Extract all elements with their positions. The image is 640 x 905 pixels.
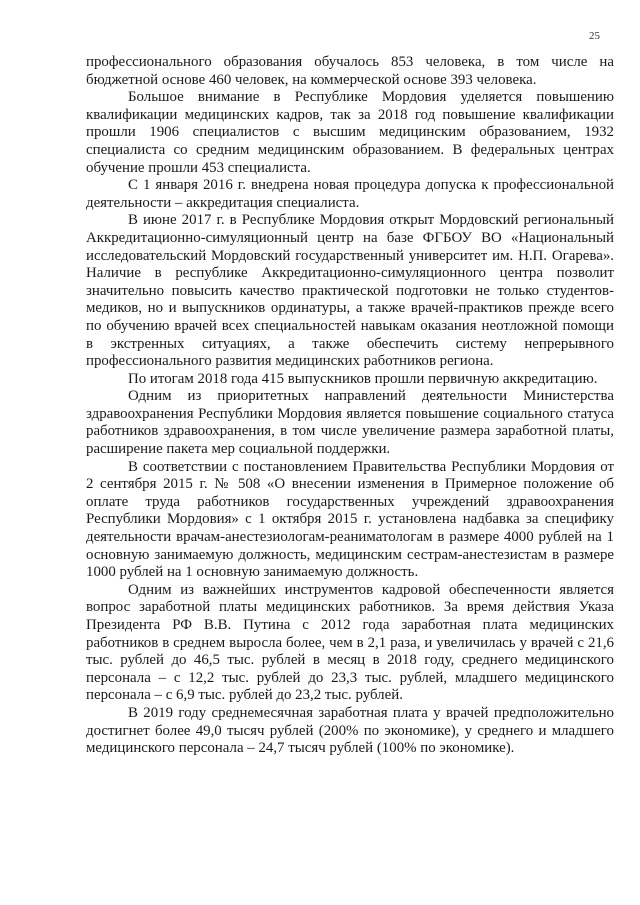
paragraph-accreditation-procedure: С 1 января 2016 г. внедрена новая процедура допуска к профессиональной деятельности – аккредитация специалиста. <box>86 177 614 211</box>
paragraph-salary: Одним из важнейших инструментов кадровой обеспеченности является вопрос заработной платы медицинских работников. За время действия Указа Президента РФ В.В. Путина с 2012 года заработная плата медицинских работников в среднем выросла более, чем в 2,1 раза, и увеличилась у врачей с 21,6 тыс. рублей до 46,5 тыс. рублей в месяц в 2018 году, среднего медицинского персонала – с 12,2 тыс. рублей до 23,3 тыс. рублей, младшего медицинского персонала – с 6,9 тыс. рублей до 23,2 тыс. рублей. <box>86 581 614 704</box>
paragraph-social-status: Одним из приоритетных направлений деятельности Министерства здравоохранения Республики Мордовия является повышение социального статуса работников здравоохранения, в том числе увеличение размера заработной платы, расширение пакета мер социальной поддержки. <box>86 388 614 458</box>
paragraph-simulation-center: В июне 2017 г. в Республике Мордовия открыт Мордовский региональный Аккредитационно-симуляционный центр на базе ФГБОУ ВО «Национальный исследовательский Мордовский государственный университет им. Н.П. Огарева». Наличие в республике Аккредитационно-симуляционного центра позволит значительно повысить качество практической подготовки не только студентов-медиков, но и выпускников ординатуры, а также врачей-практиков прежде всего по обучению врачей всех специальностей навыкам оказания неотложной помощи в экстренных ситуациях, а также обеспечить систему непрерывного профессионального развития медицинских работников региона. <box>86 212 614 370</box>
paragraph-continuation: профессионального образования обучалось 853 человека, в том числе на бюджетной основе 460 человек, на коммерческой основе 393 человека. <box>86 54 614 88</box>
paragraph-qualification: Большое внимание в Республике Мордовия уделяется повышению квалификации медицинских кадров, так за 2018 год повышение квалификации прошли 1906 специалистов с высшим медицинским образованием, 1932 специалиста со средним медицинским образованием. В федеральных центрах обучение прошли 453 специалиста. <box>86 89 614 176</box>
paragraph-resolution-508: В соответствии с постановлением Правительства Республики Мордовия от 2 сентября 2015 г. № 508 «О внесении изменения в Примерное положение об оплате труда работников государственных учреждений здравоохранения Республики Мордовия» с 1 октября 2015 г. установлена надбавка за специфику деятельности врачам-анестезиологам-реаниматологам в размере 4000 рублей на 1 основную занимаемую должность, медицинским сестрам-анестезистам в размере 1000 рублей на 1 основную занимаемую должность. <box>86 458 614 581</box>
paragraph-salary-forecast: В 2019 году среднемесячная заработная плата у врачей предположительно достигнет более 49,0 тысяч рублей (200% по экономике), у среднего и младшего медицинского персонала – 24,7 тысяч рублей (100% по экономике). <box>86 704 614 757</box>
paragraph-accreditation-results: По итогам 2018 года 415 выпускников прошли первичную аккредитацию. <box>128 370 598 387</box>
page-number: 25 <box>589 30 600 42</box>
